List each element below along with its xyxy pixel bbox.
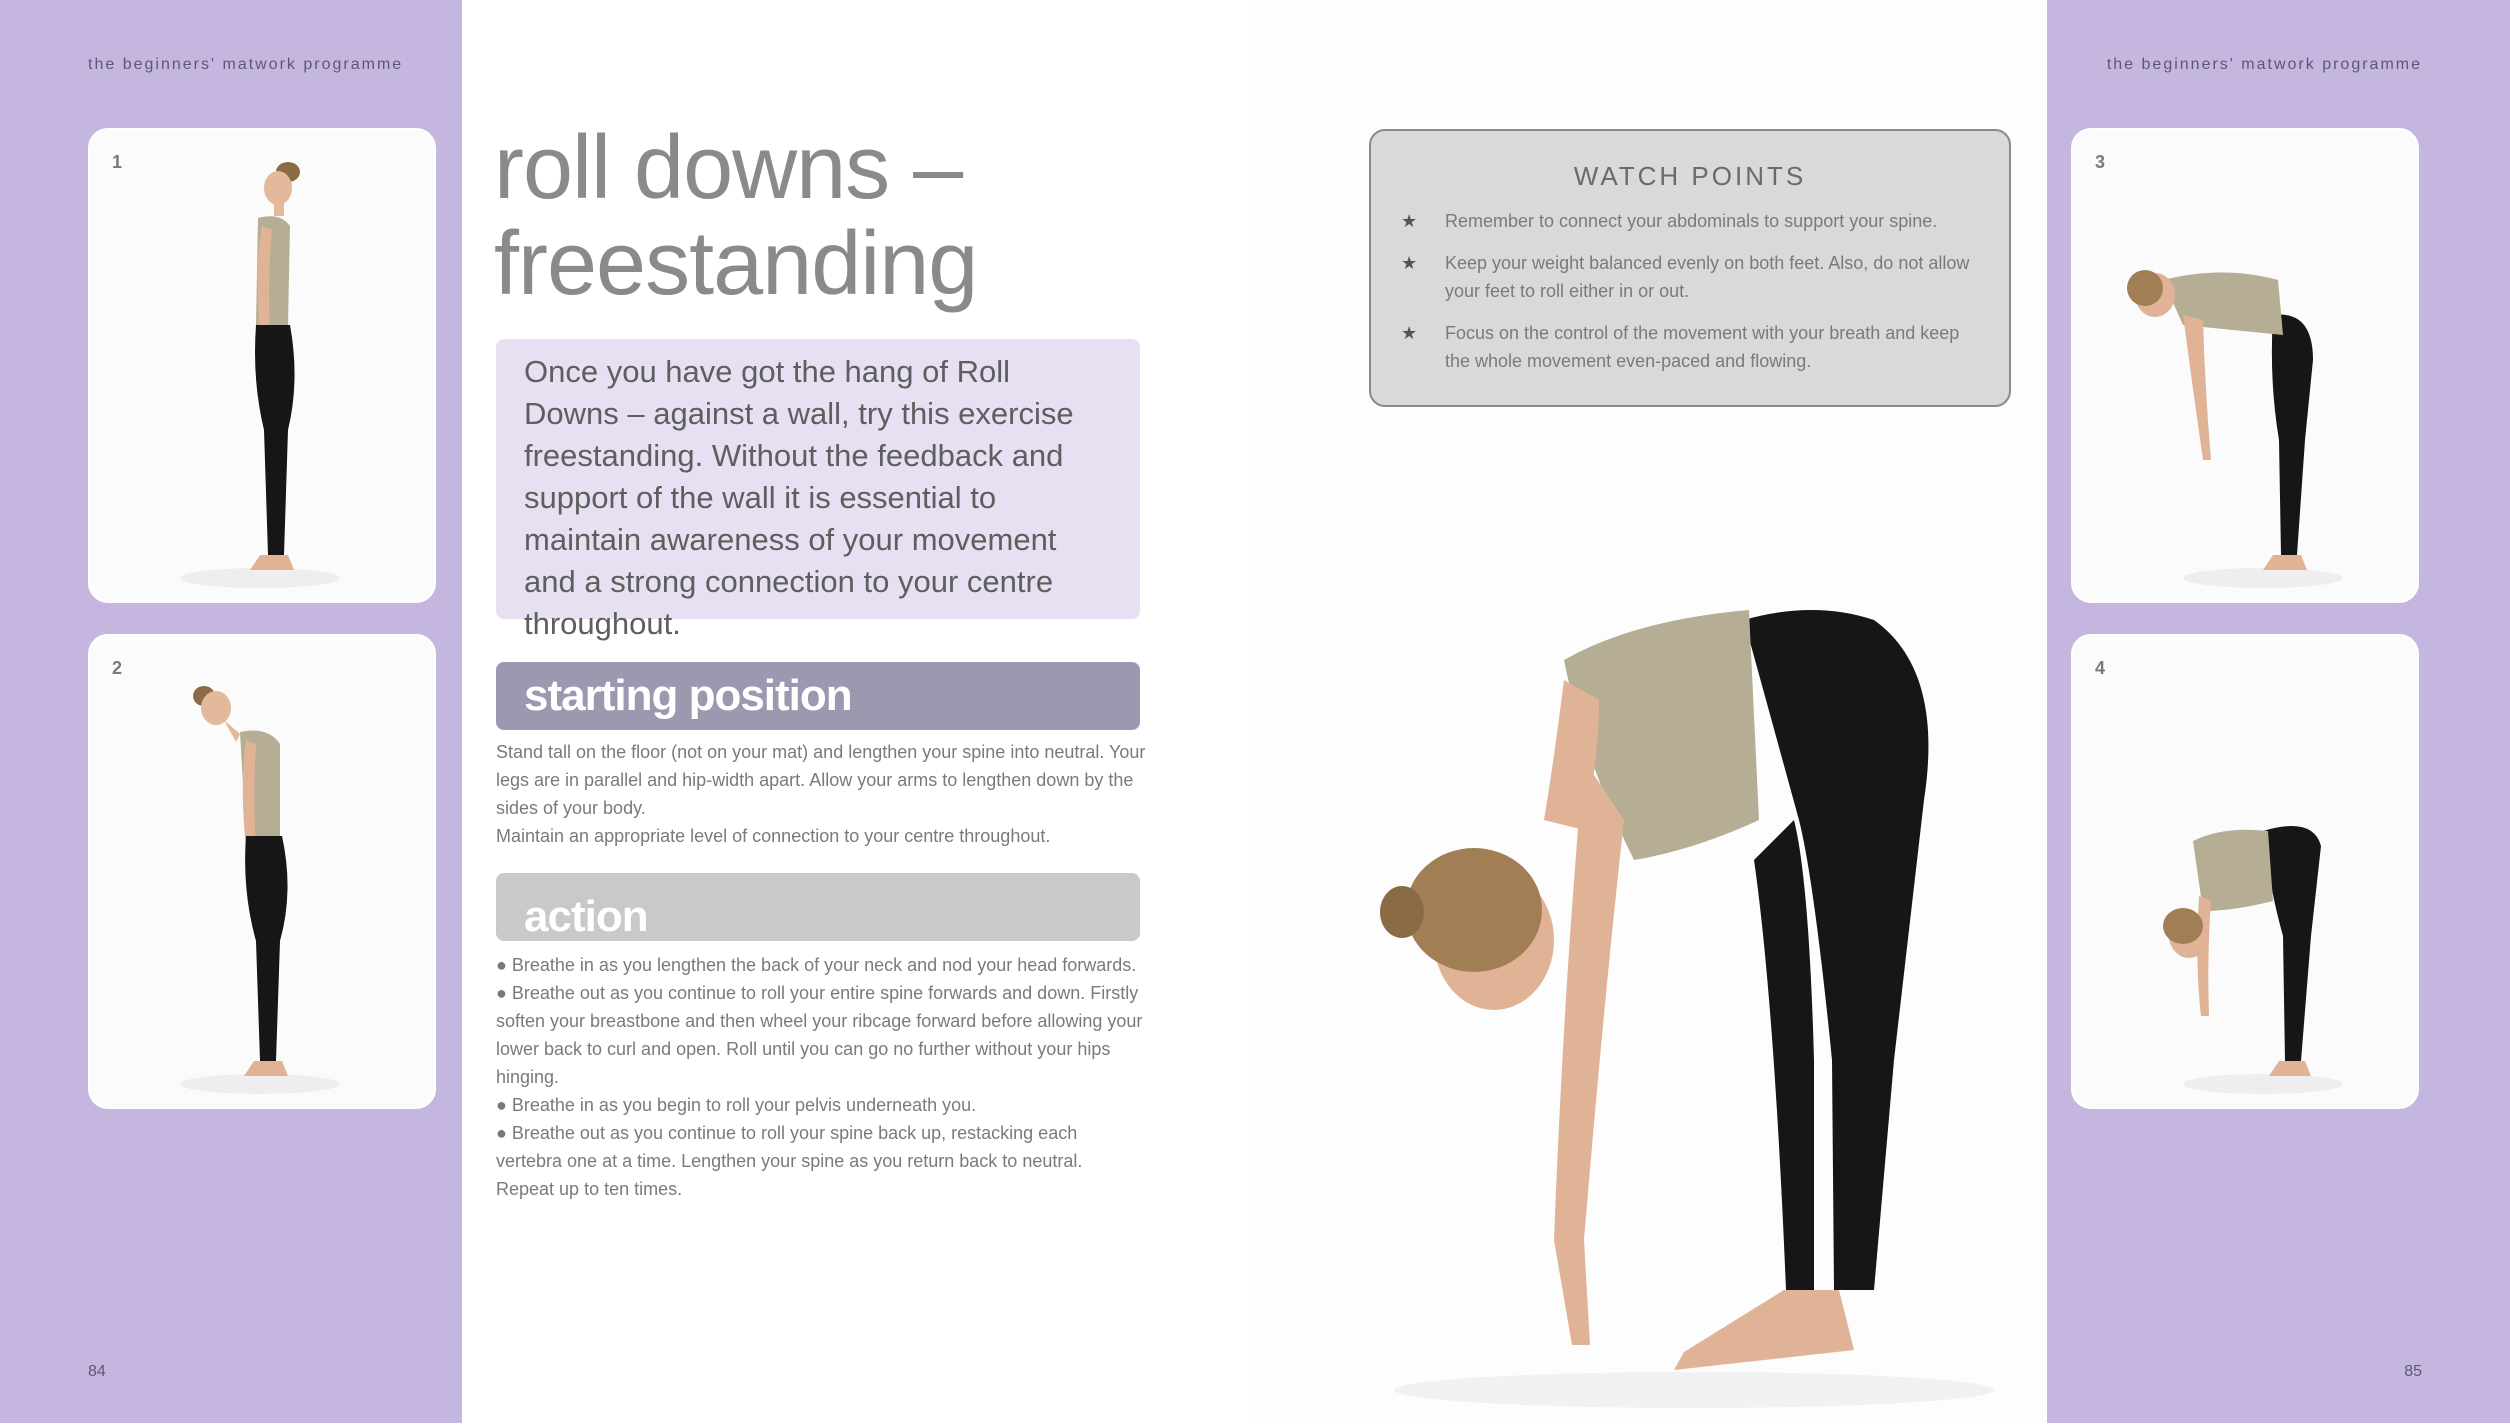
figure-standing-illustration bbox=[90, 130, 436, 603]
action-step: ● Breathe out as you continue to roll your entire spine forwards and down. Firstly soften your breastbone and then wheel your ribcage forward before allowing your lower back to curl and open. Roll until you can go no further without your hips hinging. bbox=[496, 979, 1146, 1091]
photo-number: 2 bbox=[112, 658, 123, 678]
watch-point-item bbox=[1401, 319, 1985, 375]
figure-half-roll-illustration bbox=[2073, 130, 2419, 603]
action-repeat: Repeat up to ten times. bbox=[496, 1179, 683, 1199]
action-step: ● Breathe out as you continue to roll your spine back up, restacking each vertebra one at a time. Lengthen your spine as you return back to neutral. bbox=[496, 1119, 1146, 1175]
page-number-left: 84 bbox=[88, 1363, 106, 1380]
watch-point-item bbox=[1401, 249, 1985, 305]
action-heading: action bbox=[496, 873, 1140, 941]
watch-point-item bbox=[1401, 207, 1985, 235]
action-steps bbox=[496, 951, 1146, 1203]
title-line-1: roll downs – bbox=[494, 118, 963, 218]
figure-nod-head-illustration bbox=[90, 636, 436, 1109]
starting-position-paragraph: Maintain an appropriate level of connection to your centre throughout. bbox=[496, 826, 1051, 846]
page-title bbox=[494, 120, 977, 312]
figure-full-roll-illustration bbox=[2073, 636, 2419, 1109]
star-icon: ★ bbox=[1401, 211, 1418, 231]
starting-position-paragraph: Stand tall on the floor (not on your mat) and lengthen your spine into neutral. Your legs are in parallel and hip-width apart. Allow your arms to lengthen down by the sides of your body. bbox=[496, 742, 1146, 818]
star-icon: ★ bbox=[1401, 323, 1418, 343]
photo-number: 1 bbox=[112, 152, 123, 172]
intro-box bbox=[496, 339, 1140, 641]
watch-point-text: Focus on the control of the movement with your breath and keep the whole movement even-paced and flowing. bbox=[1445, 323, 1960, 371]
intro-text: Once you have got the hang of Roll Downs – against a wall, try this exercise freestanding. Without the feedback and support of the wall it is essential to maintain awareness of your movement and a strong connection to your centre throughout. bbox=[524, 354, 1074, 641]
running-head-left: the beginners' matwork programme bbox=[88, 56, 404, 73]
watch-points-box bbox=[1369, 129, 2011, 407]
left-sidebar bbox=[0, 0, 462, 1423]
photo-step-1 bbox=[88, 128, 436, 603]
watch-points-title: WATCH POINTS bbox=[1573, 161, 1807, 191]
photo-step-4 bbox=[2071, 634, 2419, 1109]
action-step: ● Breathe in as you begin to roll your pelvis underneath you. bbox=[496, 1091, 1146, 1119]
photo-number: 4 bbox=[2095, 658, 2106, 678]
starting-position-text bbox=[496, 738, 1146, 850]
right-sidebar bbox=[2047, 0, 2510, 1423]
photo-step-2 bbox=[88, 634, 436, 1109]
photo-number: 3 bbox=[2095, 152, 2106, 172]
photo-step-3 bbox=[2071, 128, 2419, 603]
title-line-2: freestanding bbox=[494, 214, 978, 314]
star-icon: ★ bbox=[1401, 253, 1418, 273]
starting-position-heading: starting position bbox=[496, 662, 1140, 730]
action-step: ● Breathe in as you lengthen the back of your neck and nod your head forwards. bbox=[496, 951, 1146, 979]
running-head-right: the beginners' matwork programme bbox=[2106, 56, 2422, 73]
page-number-right: 85 bbox=[2404, 1363, 2422, 1380]
watch-point-text: Remember to connect your abdominals to support your spine. bbox=[1445, 211, 1938, 231]
watch-point-text: Keep your weight balanced evenly on both feet. Also, do not allow your feet to roll either in or out. bbox=[1445, 253, 1970, 301]
